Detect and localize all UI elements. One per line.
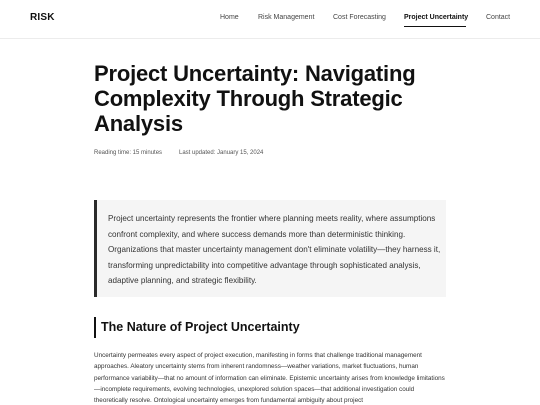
- reading-time: Reading time: 15 minutes: [94, 150, 163, 156]
- section-heading: The Nature of Project Uncertainty: [101, 320, 300, 334]
- nav-project-uncertainty[interactable]: Project Uncertainty: [404, 14, 469, 21]
- article-title: Project Uncertainty: Navigating Complexity Through Strategic Analysis: [94, 61, 416, 136]
- nav-cost-forecasting[interactable]: Cost Forecasting: [333, 14, 386, 21]
- nav-contact[interactable]: Contact: [486, 14, 511, 21]
- section-body-text: Uncertainty permeates every aspect of project execution, manifesting in forms that challenge traditional management approaches. Aleatory uncertainty stems from inherent randomness—weather variations, market fluctuations, human performance variability—that no amount of information can eliminate. Epistemic uncertainty arises from knowledge limitations—incomplete requirements, evolving technologies, unexplored solution spaces—that additional investigation could theoretically resolve. Ontological uncertainty emerges from fundamental ambiguity about project: [94, 352, 445, 405]
- active-nav-indicator: [404, 26, 466, 27]
- callout-text: Project uncertainty represents the frontier where planning meets reality, where assumptions confront complexity, and where success demands more than deterministic thinking. Organizations that master uncertainty management don't eliminate volatility—they harness it, transforming unpredictability into competitive advantage through sophisticated analysis, adaptive planning, and strategic flexibility.: [108, 214, 441, 286]
- site-logo[interactable]: RISK: [30, 12, 55, 23]
- nav-home[interactable]: Home: [220, 14, 239, 21]
- section-heading-accent: [94, 317, 96, 338]
- top-navigation: [0, 0, 540, 39]
- intro-callout: [94, 200, 446, 297]
- nav-risk-management[interactable]: Risk Management: [258, 14, 315, 21]
- last-updated: Last updated: January 15, 2024: [179, 150, 264, 156]
